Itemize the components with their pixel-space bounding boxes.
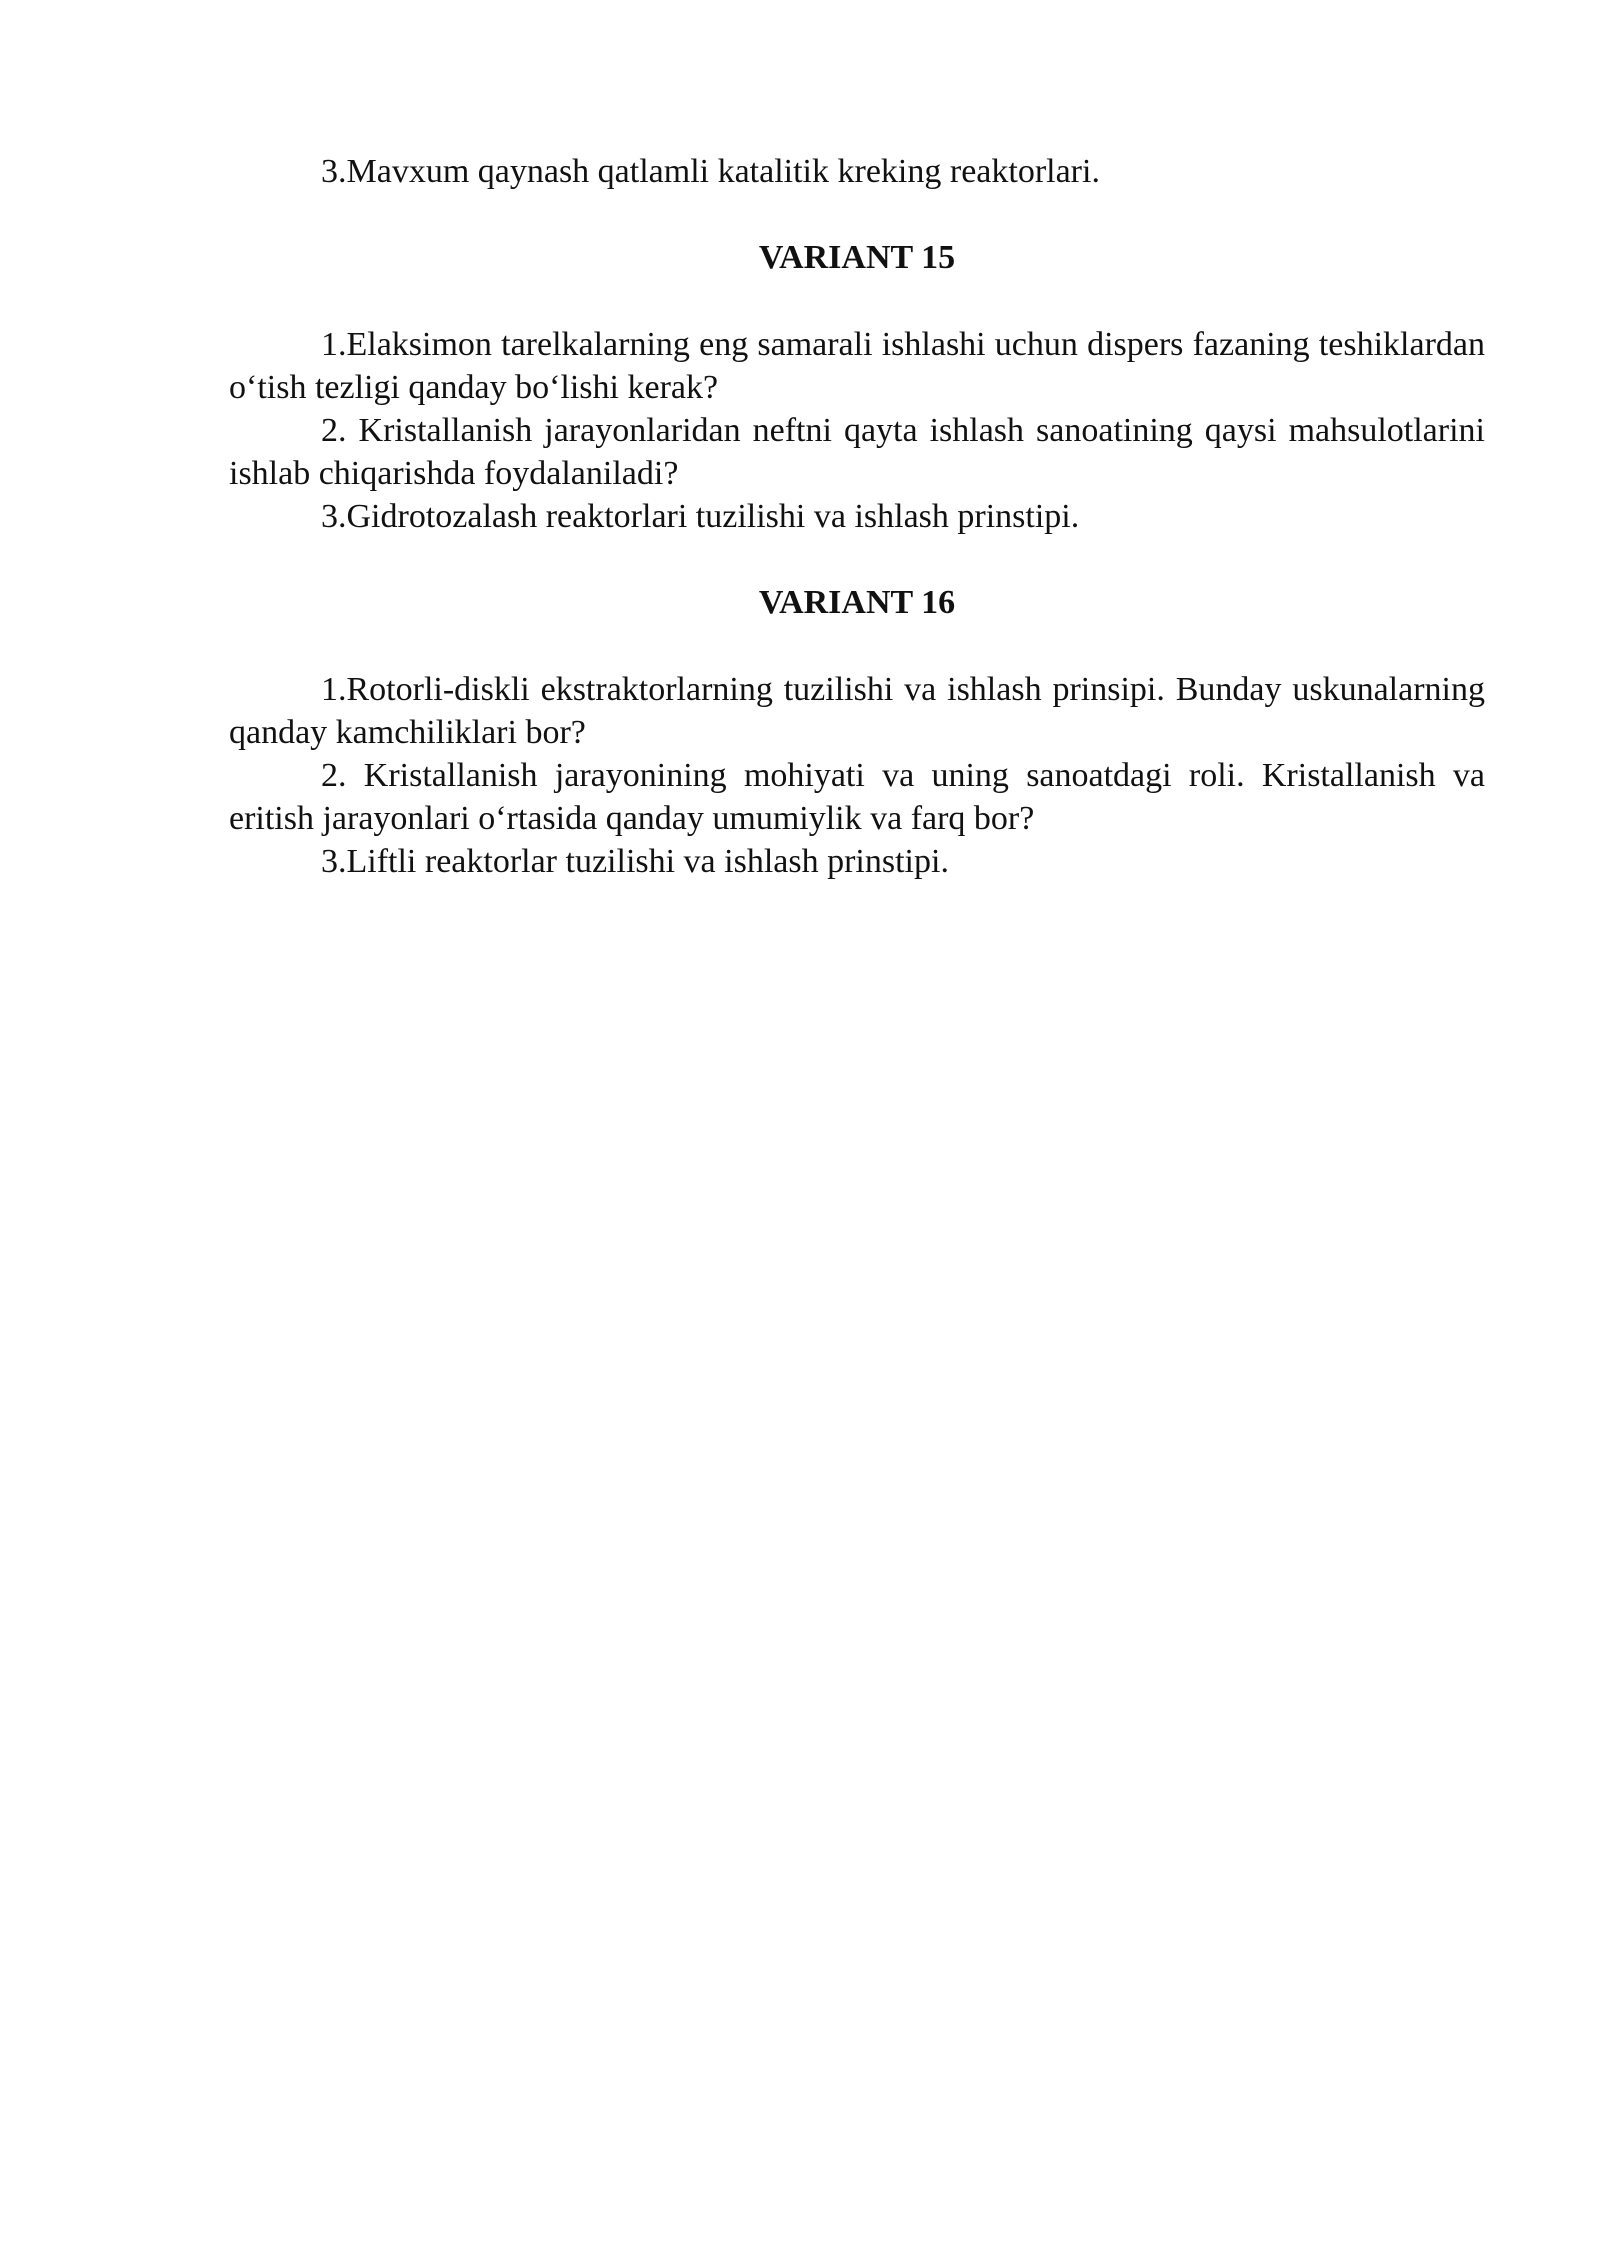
variant-heading: VARIANT 16 <box>758 584 956 621</box>
document-page <box>229 150 1485 883</box>
question-paragraph: 1.Elaksimon tarelkalarning eng samarali ishlashi uchun dispers fazaning teshiklardan o‘tish tezligi qanday bo‘lishi kerak? <box>229 326 1485 406</box>
question-paragraph: 3.Gidrotozalash reaktorlari tuzilishi va ishlash prinstipi. <box>321 498 1080 535</box>
question-paragraph: 3.Mavxum qaynash qatlamli katalitik kreking reaktorlari. <box>321 153 1100 190</box>
variant-heading: VARIANT 15 <box>758 239 956 276</box>
question-paragraph: 2. Kristallanish jarayonining mohiyati va uning sanoatdagi roli. Kristallanish va eritish jarayonlari o‘rtasida qanday umumiylik va farq bor? <box>229 757 1485 837</box>
question-paragraph: 1.Rotorli-diskli ekstraktorlarning tuzilishi va ishlash prinsipi. Bunday uskunalarning qanday kamchiliklari bor? <box>229 671 1485 751</box>
question-paragraph: 3.Liftli reaktorlar tuzilishi va ishlash prinstipi. <box>321 843 949 880</box>
question-paragraph: 2. Kristallanish jarayonlaridan neftni qayta ishlash sanoatining qaysi mahsulotlarini ishlab chiqarishda foydalaniladi? <box>229 412 1485 492</box>
